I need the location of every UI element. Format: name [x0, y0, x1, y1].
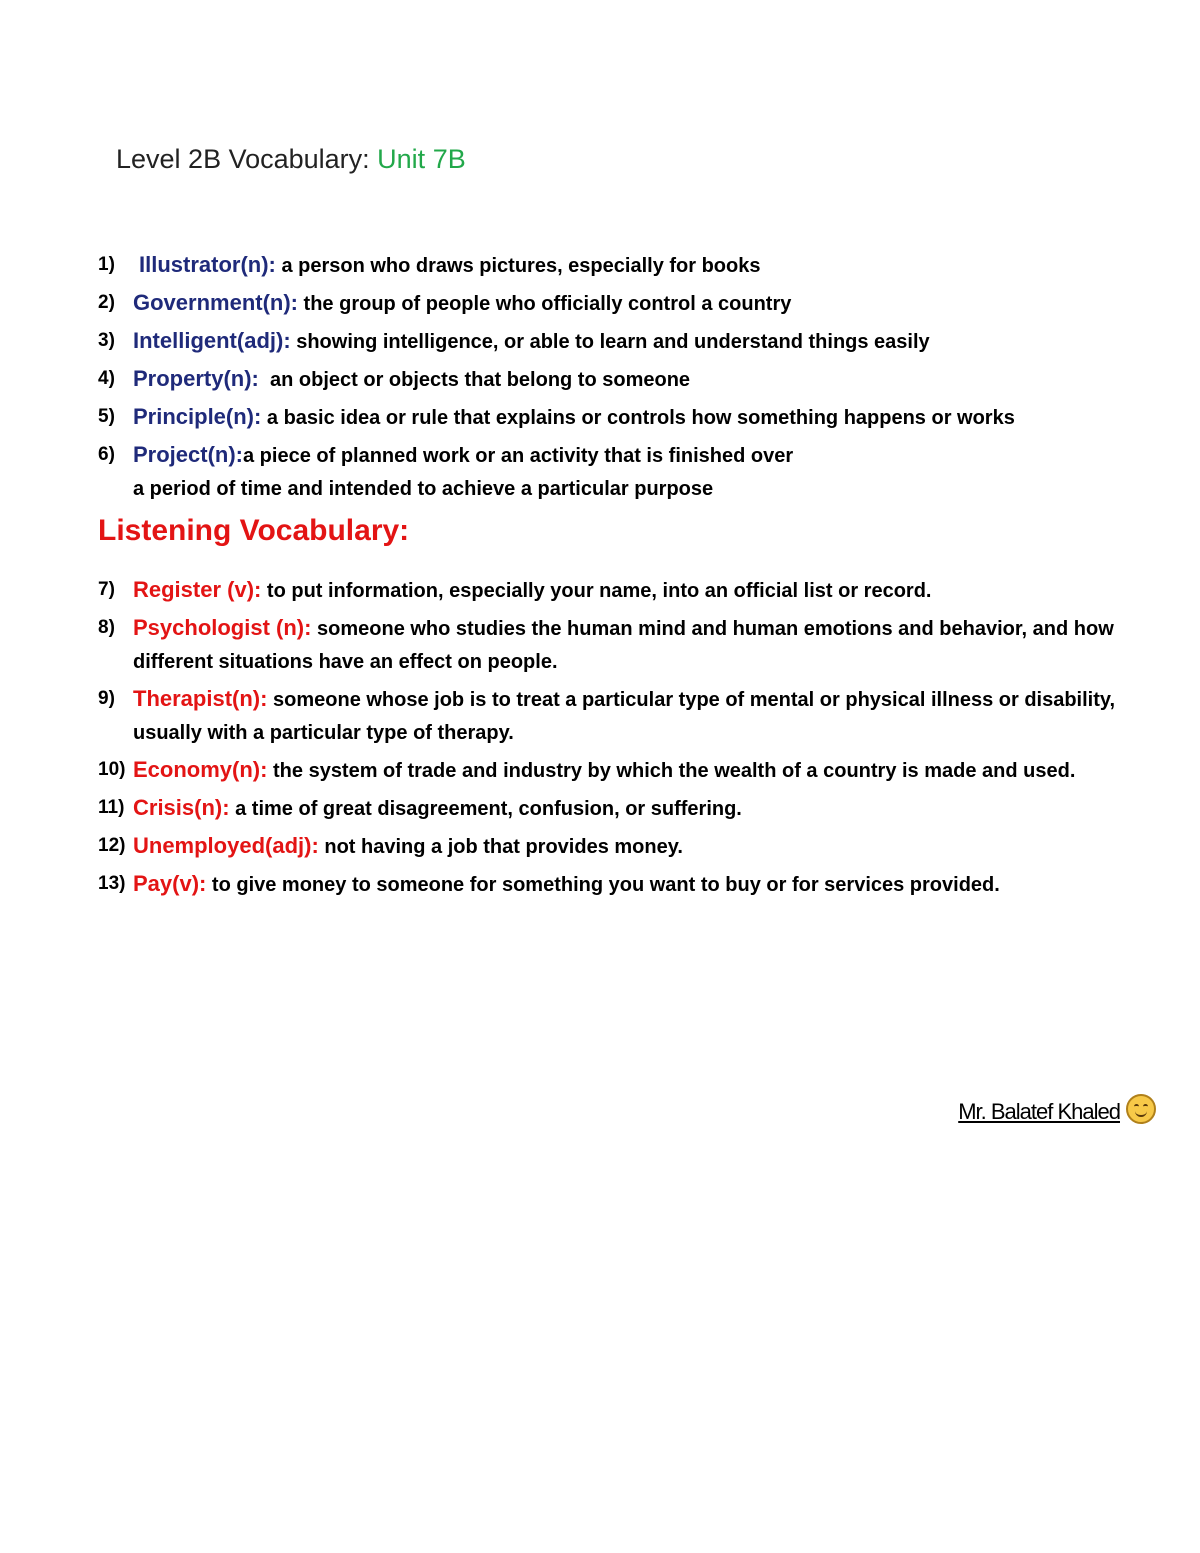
vocab-definition: not having a job that provides money.: [318, 836, 683, 858]
vocab-item: [98, 400, 1178, 435]
item-number: 8): [98, 617, 115, 638]
vocab-item: [98, 286, 1178, 321]
vocab-definition-continued: usually with a particular type of therapy.: [133, 722, 514, 744]
item-number: 2): [98, 292, 115, 313]
vocab-term: Psychologist (n):: [133, 615, 312, 640]
vocab-term: Principle(n):: [133, 404, 262, 429]
vocab-term: Intelligent(adj):: [133, 328, 291, 353]
vocab-definition-continued: different situations have an effect on people.: [133, 651, 558, 673]
title-prefix: Level 2B Vocabulary:: [116, 144, 378, 174]
vocab-item: [98, 682, 1178, 750]
vocab-definition: an object or objects that belong to someone: [258, 369, 691, 391]
item-number: 5): [98, 406, 115, 427]
vocab-term: Economy(n):: [133, 757, 268, 782]
title-unit: Unit 7B: [377, 144, 466, 174]
vocab-definition: the group of people who officially control a country: [298, 293, 792, 315]
vocab-term: Unemployed(adj):: [133, 833, 319, 858]
vocab-definition: to put information, especially your name, into an official list or record.: [261, 580, 932, 602]
vocab-term: Project(n):: [133, 442, 243, 467]
main-vocabulary-list: [98, 248, 1178, 509]
vocab-term: Pay(v):: [133, 871, 207, 896]
smiley-face-icon: [1126, 1094, 1156, 1124]
vocab-definition: someone who studies the human mind and human emotions and behavior, and how: [311, 618, 1114, 640]
vocab-definition: a basic idea or rule that explains or controls how something happens or works: [261, 407, 1015, 429]
vocab-definition: showing intelligence, or able to learn and understand things easily: [290, 331, 930, 353]
vocab-item: [98, 611, 1178, 679]
item-number: 12): [98, 835, 126, 856]
vocab-term: Property(n):: [133, 366, 259, 391]
vocab-item: [98, 362, 1178, 397]
vocab-term: Therapist(n):: [133, 686, 268, 711]
item-number: 6): [98, 444, 115, 465]
vocab-term: Crisis(n):: [133, 795, 230, 820]
signature-text: Mr. Balatef Khaled: [958, 1099, 1120, 1124]
listening-section-heading: Listening Vocabulary:: [98, 514, 410, 547]
vocab-definition: someone whose job is to treat a particular type of mental or physical illness or disability,: [267, 689, 1116, 711]
item-number: 9): [98, 688, 115, 709]
vocab-definition: the system of trade and industry by which the wealth of a country is made and used.: [267, 760, 1076, 782]
vocab-item: [98, 867, 1178, 902]
listening-vocabulary-list: [98, 573, 1178, 905]
vocab-term: Government(n):: [133, 290, 298, 315]
item-number: 10): [98, 759, 126, 780]
vocab-definition: a time of great disagreement, confusion, or suffering.: [229, 798, 742, 820]
item-number: 4): [98, 368, 115, 389]
vocab-item: [98, 753, 1178, 788]
vocab-item: [98, 791, 1178, 826]
vocab-definition: a person who draws pictures, especially for books: [275, 255, 761, 277]
vocab-item: [98, 829, 1178, 864]
vocab-term: Register (v):: [133, 577, 262, 602]
vocab-item: [98, 438, 1178, 506]
item-number: 1): [98, 254, 115, 275]
vocab-item: [98, 324, 1178, 359]
item-number: 3): [98, 330, 115, 351]
vocab-term: Illustrator(n):: [139, 252, 276, 277]
vocab-definition: a piece of planned work or an activity that is finished over: [243, 445, 794, 467]
vocab-definition: to give money to someone for something you want to buy or for services provided.: [206, 874, 1000, 896]
page-title: [116, 144, 466, 175]
item-number: 13): [98, 873, 126, 894]
author-signature: [958, 1094, 1156, 1125]
item-number: 11): [98, 797, 125, 818]
vocab-definition-continued: a period of time and intended to achieve a particular purpose: [133, 478, 714, 500]
vocab-item: [98, 573, 1178, 608]
vocab-item: [98, 248, 1178, 283]
item-number: 7): [98, 579, 115, 600]
